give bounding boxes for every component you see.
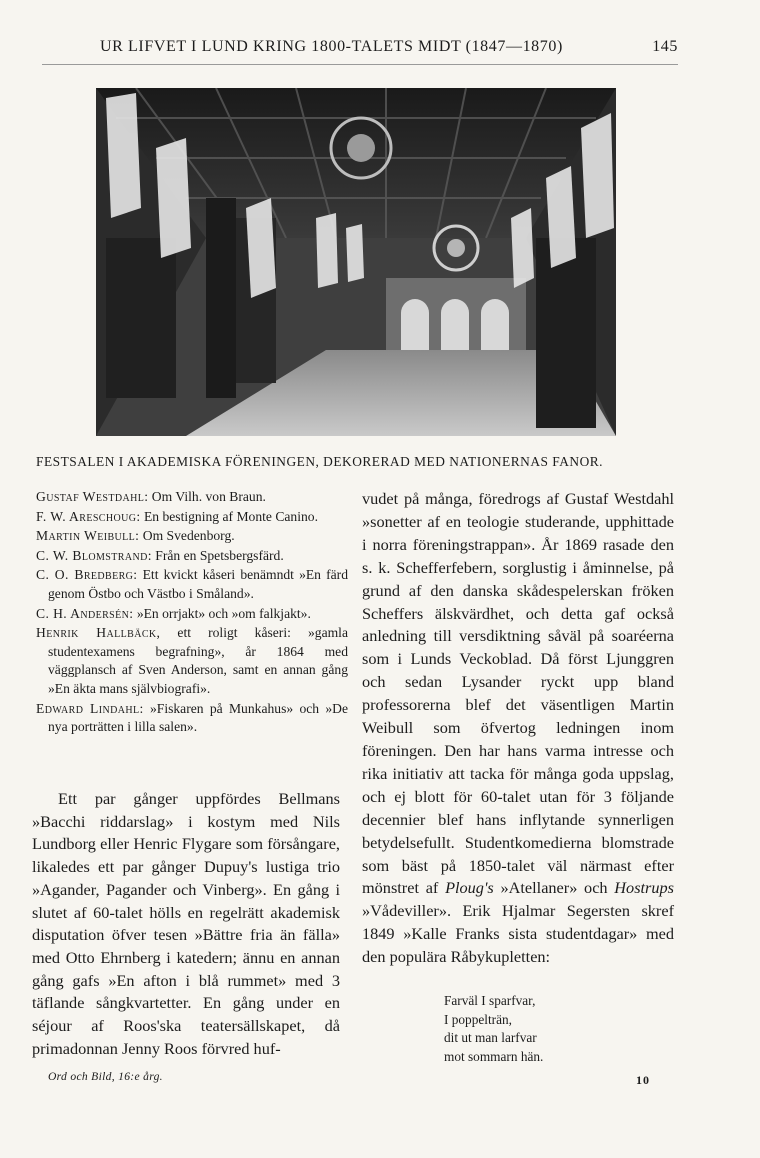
- entry-title: »En orrjakt» och »om falkjakt».: [133, 605, 311, 621]
- header-rule: [42, 64, 678, 65]
- program-entry: [36, 508, 348, 527]
- arched-windows: [401, 299, 509, 358]
- body-paragraph: Ett par gånger uppfördes Bellmans »Bacchi riddarslag» i kostym med Nils Lundborg eller Henric Flygare som försångare, likaledes ett par gånger Dupuy's lustiga trio »Agander, Pagander och Vinberg». En gång i slutet af 60-talet hölls en regelrätt akademisk disputation öfver tesen »Bättre fria än fälla» med Otto Ehrnberg i katedern; ännu en annan gång gafs »En afton i blå rummet» med 3 täflande sångkvartetter. En gång under en séjour af Roos'ska teatersällskapet, då primadonnan Jenny Roos förvred huf-: [32, 789, 340, 1058]
- entry-title: Från en Spetsbergsfärd.: [151, 547, 284, 563]
- verse-line: I poppelträn,: [444, 1011, 512, 1027]
- running-head: [100, 38, 680, 56]
- entry-title: Om Svedenborg.: [139, 528, 235, 544]
- entry-title: En bestigning af Monte Canino.: [140, 508, 318, 524]
- program-entry: [36, 605, 348, 624]
- lecture-program-list: [36, 488, 348, 737]
- pulpit-stairs: [206, 198, 236, 398]
- verse-line: dit ut man larfvar: [444, 1030, 537, 1046]
- entry-title: »Fiskaren på Munkahus» och »De nya porträtten i lilla salen».: [48, 700, 348, 735]
- verse-stanza: [444, 992, 644, 1066]
- signature-mark: 10: [636, 1073, 650, 1087]
- festsalen-photograph: [96, 88, 616, 436]
- program-entry: [36, 624, 348, 698]
- left-body-text: [32, 788, 340, 1060]
- entry-author: Martin Weibull:: [36, 528, 140, 544]
- work-reference: Hostrups: [614, 878, 675, 898]
- entry-author: Henrik Hallbäck,: [36, 625, 161, 641]
- program-entry: [36, 527, 348, 546]
- program-entry: [36, 547, 348, 566]
- entry-author: Gustaf Westdahl:: [36, 489, 149, 504]
- body-text-part: »Atellaner» och: [493, 878, 615, 898]
- entry-title: ett roligt kåseri: »gamla studentexamens begrafning», år 1864 med väggplansch af Sven Anderson, samt en annan gång »En äkta mans självbiografi».: [48, 625, 348, 696]
- journal-source-line: Ord och Bild, 16:e årg.: [48, 1070, 163, 1083]
- entry-title: Ett kvickt kåseri benämndt »En färd genom Östbo och Västbo i Småland».: [48, 567, 348, 601]
- body-text-part: vudet på många, föredrogs af Gustaf Westdahl »sonetter af en teologie studerande, upphittade i norra föreningstrappan». År 1869 rasade den s. k. Schefferfebern, sorglustig i åminnelse, på grund af den danska skådespelerskan fröken Scheffers älskvärdhet, och detta gaf också anledning till versdiktning såväl på soaréerna som i Lunds Veckoblad. Då först Ljunggren och sedan Lysander ryckt upp bland professorerna blef det väsentligen Martin Weibull som öfvertog ledningen inom föreningen. Den har hans varma intresse och rika initiativ att tacka för många goda uppslag, och ej blott för 60-talet utan för 3 följande decennier blef hans inflytande synnerligen betydelsefullt. Studentkomedierna blomstrade som bäst på 1850-talet väl närmast efter mönstret af: [362, 489, 674, 898]
- entry-title: Om Vilh. von Braun.: [148, 489, 266, 504]
- verse-line: mot sommarn hän.: [444, 1048, 544, 1064]
- figure-caption: FESTSALEN I AKADEMISKA FÖRENINGEN, DEKORERAD MED NATIONERNAS FANOR.: [36, 454, 604, 469]
- body-paragraph: [362, 488, 674, 969]
- work-reference: Ploug's: [445, 878, 494, 898]
- program-entry: [36, 566, 348, 603]
- entry-author: Edward Lindahl:: [36, 700, 144, 716]
- body-text-part: »Vådeviller». Erik Hjalmar Segersten skref 1849 »Kalle Franks sista studentdagar» med den populära Råbykupletten:: [362, 901, 674, 967]
- running-head-title: UR LIFVET I LUND KRING 1800-TALETS MIDT (1847—1870): [100, 38, 563, 55]
- entry-author: C. W. Blomstrand:: [36, 547, 152, 563]
- program-entry: [36, 700, 348, 737]
- right-column: [362, 488, 674, 969]
- program-entry: [36, 488, 348, 507]
- left-column: [36, 488, 348, 738]
- entry-author: C. O. Bredberg:: [36, 567, 138, 583]
- hall-interior-illustration: [96, 88, 616, 436]
- entry-author: C. H. Andersén:: [36, 605, 134, 621]
- entry-author: F. W. Areschoug:: [36, 508, 141, 524]
- page-number: 145: [652, 38, 678, 55]
- verse-line: Farväl I sparfvar,: [444, 993, 536, 1008]
